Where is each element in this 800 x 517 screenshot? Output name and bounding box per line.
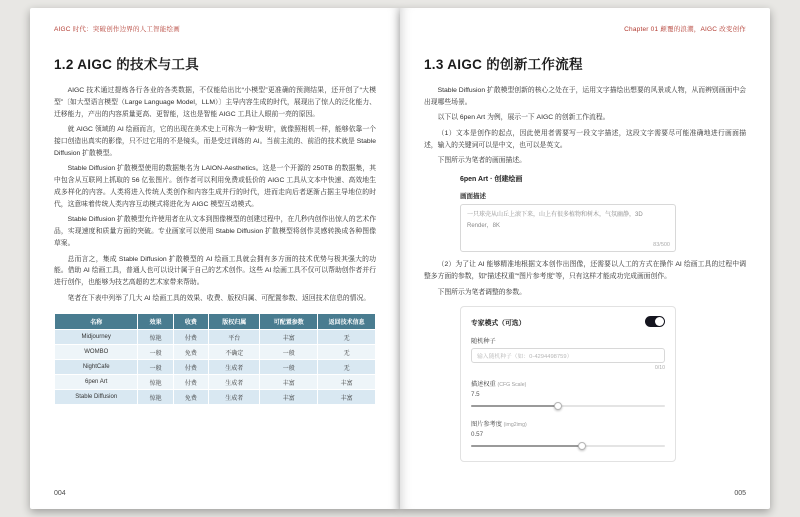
weight-value: 7.5	[471, 391, 480, 399]
table-cell: 生成者	[209, 375, 260, 390]
seed-label: 随机种子	[471, 338, 496, 346]
running-header-right: Chapter 01 颠覆的浪潮，AIGC 改变创作	[624, 26, 746, 33]
seed-counter: 0/10	[654, 365, 665, 372]
weight-label-suffix: (CFG Scale)	[497, 382, 527, 389]
table-row	[55, 330, 376, 345]
prompt-field-label: 画面描述	[460, 193, 486, 201]
table-row	[55, 345, 376, 360]
body-paragraph: Stable Diffusion 扩散模型使用的数据集名为 LAION-Aesthetics。这是一个开源的 250TB 的数据集，其中包含从互联网上抓取的 56 亿张图片。创作者可以利用免费或低价的 AIGC 工具从文本中快速、高效地生成多样化的内容。人类将进入传统人类创作和内容生成并行的时代，进而走向后者逐渐占据主导地位的时代，这意味着传统人类内容互动模式将进化为 AIGC 模型互动模式。	[54, 165, 376, 209]
expert-mode-label: 专家模式（可选）	[471, 319, 526, 327]
table-cell: 惊艳	[138, 330, 173, 345]
body-paragraph: Stable Diffusion 扩散模型创新的核心之处在于，运用文字描绘出想要的风景或人物，从而辨别画面中会出现哪些场景。	[424, 87, 746, 106]
table-header-cell: 可配置参数	[260, 314, 318, 330]
table-cell: 无	[318, 360, 376, 375]
table-cell: 付费	[173, 375, 208, 390]
seed-input	[471, 348, 665, 363]
table-cell: 生成者	[209, 390, 260, 405]
running-header-left: AIGC 时代：突破创作边界的人工智能绘画	[54, 26, 180, 33]
table-cell: Stable Diffusion	[55, 390, 138, 405]
page-number: 004	[54, 490, 66, 497]
char-counter: 83/500	[653, 242, 670, 249]
table-cell: 无	[318, 330, 376, 345]
toggle-knob	[655, 317, 664, 326]
table-cell: 付费	[173, 360, 208, 375]
table-header-cell: 收费	[173, 314, 208, 330]
table-cell: 丰富	[318, 375, 376, 390]
table-row	[55, 360, 376, 375]
toggle-switch-on	[645, 316, 665, 327]
section-title-right: 1.3 AIGC 的创新工作流程	[424, 57, 583, 72]
table-cell: 惊艳	[138, 390, 173, 405]
figure-prompt-panel	[460, 174, 676, 252]
body-paragraph: （2）为了让 AI 能够精准地根据文本创作出图像，还需要以人工的方式在操作 AI 绘画工具的过程中调整多方面的参数，如“描述权重”“图片参考度”等，只有这样才能成功完成画面创作。	[424, 261, 746, 281]
slider-fill	[471, 405, 558, 407]
body-paragraph: 总而言之，集成 Stable Diffusion 扩散模型的 AI 绘画工具就会拥有多方面的技术优势与极其强大的功能。借助 AI 绘画工具，普通人也可以设计属于自己的艺术创作。这些 AI 绘画工具不仅可以帮助创作者并行进行创作，也能够为技艺高超的艺术家带来帮助。	[54, 255, 376, 287]
prompt-panel-title: 6pen Art · 创建绘画	[460, 176, 523, 184]
ref-label-suffix: (img2img)	[503, 422, 527, 429]
table-cell: 一般	[138, 360, 173, 375]
table-cell: WOMBO	[55, 345, 138, 360]
table-cell: Midjourney	[55, 330, 138, 345]
prompt-text: 一只球壳从山丘上滚下来，山上有很多植物和树木，气氛幽静，3D Render，8K	[467, 212, 643, 229]
table-cell: NightCafe	[55, 360, 138, 375]
ref-label-text: 图片参考度	[471, 421, 502, 429]
table-cell: 无	[318, 345, 376, 360]
body-paragraph: 下图所示为笔者的画面描述。	[437, 156, 526, 164]
table-cell: 一般	[138, 345, 173, 360]
weight-slider	[471, 402, 665, 410]
weight-label	[471, 379, 665, 388]
table-cell: 一般	[260, 345, 318, 360]
table-cell: 惊艳	[138, 375, 173, 390]
table-cell: 丰富	[318, 390, 376, 405]
seed-placeholder: 输入随机种子（如：0-4294498759）	[477, 354, 573, 361]
body-paragraph: （1）文本是创作的起点，因此使用者需要写一段文字描述，这段文字需要尽可能准确地进行画面描述，输入的关键词可以是中文，也可以是英文。	[424, 129, 746, 149]
ai-tools-comparison-table	[54, 313, 376, 405]
table-cell: 免费	[173, 345, 208, 360]
table-cell: 丰富	[260, 375, 318, 390]
ref-value: 0.57	[471, 431, 484, 439]
table-cell: 付费	[173, 330, 208, 345]
table-header-cell: 效果	[138, 314, 173, 330]
table-row	[55, 390, 376, 405]
page-number: 005	[734, 490, 746, 497]
slider-fill	[471, 445, 582, 447]
table-header-cell: 名称	[55, 314, 138, 330]
prompt-textarea	[460, 204, 676, 252]
body-paragraph: 就 AIGC 领域的 AI 绘画而言，它的出现在美术史上可称为一种“发明”，就像照相机一样，能够依靠一个接口创造出真实的影像，只不过它用的不是镜头，而是受过训练的 AI。当前主流的、前沿的技术就是 Stable Diffusion 扩散模型。	[54, 126, 376, 157]
ref-label	[471, 419, 665, 428]
table-cell: 不确定	[209, 345, 260, 360]
body-paragraph: 以下以 6pen Art 为例，展示一下 AIGC 的创新工作流程。	[437, 114, 610, 122]
params-panel	[460, 306, 676, 462]
table-cell: 一般	[260, 360, 318, 375]
table-cell: 丰富	[260, 390, 318, 405]
table-header-cell: 版权归属	[209, 314, 260, 330]
table-cell: 丰富	[260, 330, 318, 345]
table-cell: 生成者	[209, 360, 260, 375]
slider-handle	[554, 402, 562, 410]
table-row	[55, 375, 376, 390]
body-paragraph: 笔者在下表中列举了几大 AI 绘画工具的效果、收费、版权归属、可配置参数、返回技术信息的情况。	[67, 294, 371, 302]
left-page	[30, 8, 400, 509]
body-paragraph: AIGC 技术通过提炼各行各业的各类数据，不仅能给出比“小模型”更准确的预测结果，还开创了“大模型”〔如大型语言模型（Large Language Model，LLM）〕主导内容生成的时代，展现出了惊人的泛化能力、迁移能力，产出的内容质量更高、更智能，这也是智能 AIGC 工具让人眼前一亮的原因。	[54, 87, 376, 118]
table-cell: 免费	[173, 390, 208, 405]
table-cell: 平台	[209, 330, 260, 345]
body-paragraph: 下图所示为笔者调整的参数。	[437, 288, 526, 296]
section-title-left: 1.2 AIGC 的技术与工具	[54, 57, 200, 72]
right-page	[400, 8, 770, 509]
figure-params-panel	[460, 306, 676, 462]
table-cell: 6pen Art	[55, 375, 138, 390]
slider-handle	[578, 442, 586, 450]
expert-mode-row	[471, 316, 665, 327]
ref-slider	[471, 442, 665, 450]
table-header-cell: 返回技术信息	[318, 314, 376, 330]
table-header-row	[55, 314, 376, 330]
weight-label-text: 描述权重	[471, 381, 496, 389]
body-paragraph: Stable Diffusion 扩散模型允许使用者在从文本到图像模型的创建过程中，在几秒内创作出惊人的艺术作品，实现速度和质量方面的突破。专业画家可以使用 Stable Diffusion 扩散模型将创作灵感转换成各种图像草案。	[54, 216, 376, 248]
